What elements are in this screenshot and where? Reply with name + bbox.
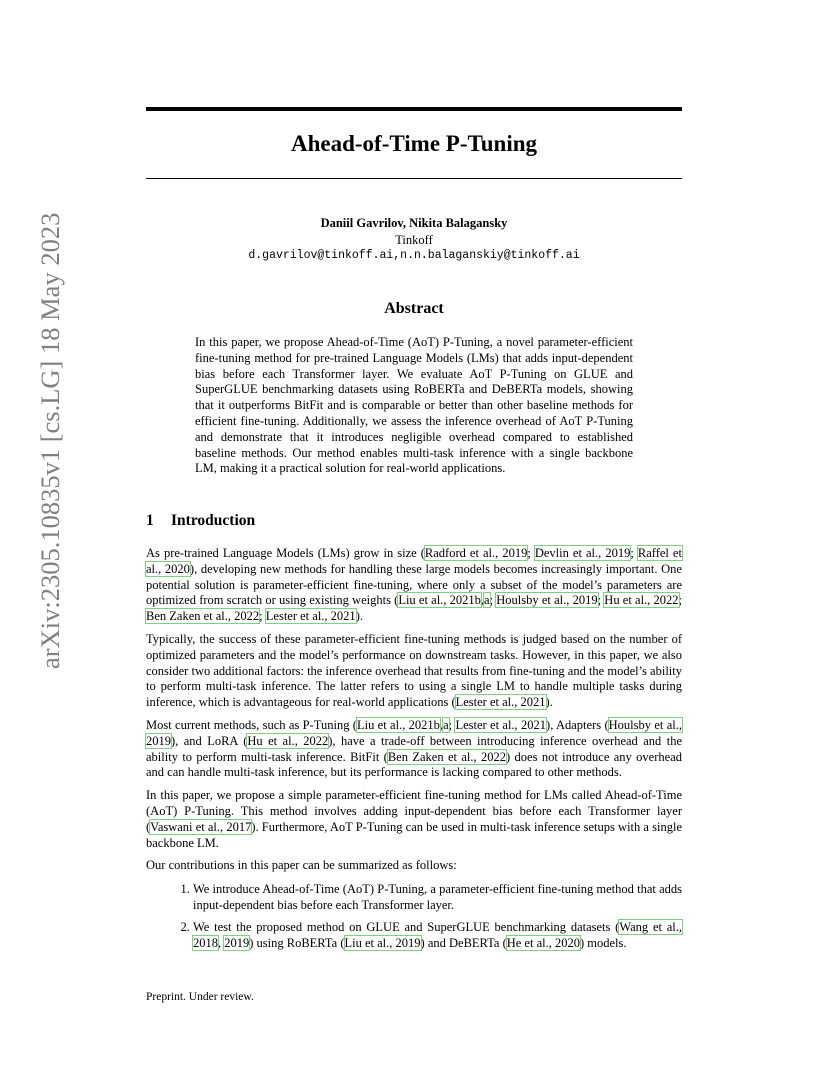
list-item: 1. We introduce Ahead-of-Time (AoT) P-Tuning, a parameter-efficient fine-tuning method that adds input-dependent bias before each Transformer layer. <box>193 882 682 914</box>
text: ; <box>259 609 266 624</box>
paragraph-2 <box>146 632 682 711</box>
author-affiliation: Tinkoff <box>395 232 433 247</box>
citation-link[interactable]: Lester et al., 2021 <box>265 609 356 624</box>
citation-link[interactable]: Houlsby et al., 2019 <box>496 593 598 608</box>
text: ). <box>545 695 553 710</box>
citation-link[interactable]: Liu et al., 2021b <box>356 717 440 732</box>
citation-link[interactable]: Lester et al., 2021 <box>455 717 547 732</box>
text: We test the proposed method on GLUE and SuperGLUE benchmarking datasets ( <box>193 919 620 934</box>
author-email[interactable]: d.gavrilov@tinkoff.ai,n.n.balaganskiy@tinkoff.ai <box>248 249 580 262</box>
citation-link[interactable]: Raffel et al., 2020 <box>146 546 682 576</box>
text: ; <box>678 593 682 608</box>
arxiv-stamp: arXiv:2305.10835v1 [cs.LG] 18 May 2023 <box>35 212 65 669</box>
text: , <box>439 717 444 732</box>
citation-link[interactable]: Lester et al., 2021 <box>455 695 546 710</box>
author-names: Daniil Gavrilov, Nikita Balagansky <box>320 216 508 230</box>
text: ) does not introduce any overhead and can handle multi-task inference, but its performance is lacking compared to other methods. <box>146 749 682 780</box>
text: ) and DeBERTa ( <box>420 935 507 950</box>
author-block <box>146 215 682 265</box>
text: ) models. <box>579 935 627 950</box>
title-bottom-rule <box>146 178 682 179</box>
title-top-rule <box>146 107 682 111</box>
citation-link[interactable]: Liu et al., 2019 <box>344 935 421 950</box>
citation-link[interactable]: Hu et al., 2022 <box>247 733 329 748</box>
citation-link[interactable]: a <box>443 717 449 732</box>
section-heading <box>146 511 255 531</box>
citation-link[interactable]: He et al., 2020 <box>506 935 580 950</box>
section-body <box>146 546 682 957</box>
text: ; <box>630 546 638 560</box>
text: , <box>480 593 485 608</box>
citation-link[interactable]: Devlin et al., 2019 <box>534 546 631 560</box>
citation-link[interactable]: 2019 <box>224 935 250 950</box>
citation-link[interactable]: a <box>484 593 490 608</box>
citation-link[interactable]: Wang et al., 2018 <box>193 919 682 950</box>
text: ). <box>355 609 363 624</box>
text: ), Adapters ( <box>546 717 609 732</box>
text: In this paper, we propose a simple parameter-efficient fine-tuning method for LMs called Ahead-of-Time (AoT) P-Tuning. This method involves adding input-dependent bias before each Transformer layer ( <box>146 788 682 834</box>
section-title: Introduction <box>171 512 256 529</box>
text: ; <box>597 593 605 608</box>
paragraph-5: Our contributions in this paper can be summarized as follows: <box>146 858 457 873</box>
paragraph-4 <box>146 788 682 851</box>
list-item <box>193 920 682 952</box>
text: Most current methods, such as P-Tuning ( <box>146 717 357 732</box>
section-number: 1 <box>146 512 154 529</box>
text: ), developing new methods for handling these large models becomes increasingly important. One potential solution is parameter-efficient fine-tuning, where only a subset of the model’s parameters are optimized from scratch or using existing weights ( <box>146 561 682 608</box>
citation-link[interactable]: Houlsby et al., 2019 <box>146 717 682 748</box>
paper-title: Ahead-of-Time P-Tuning <box>290 131 537 156</box>
text: ; <box>527 546 535 560</box>
text: , <box>218 935 225 950</box>
text: ). Furthermore, AoT P-Tuning can be used in multi-task inference setups with a single backbone LM. <box>146 819 683 850</box>
abstract-text: In this paper, we propose Ahead-of-Time (AoT) P-Tuning, a novel parameter-efficient fine-tuning method for pre-trained Language Models (LMs) that adds input-dependent bias before each Transformer layer. We evaluate AoT P-Tuning on GLUE and SuperGLUE benchmarking datasets using RoBERTa and DeBERTa models, showing that it outperforms BitFit and is comparable or better than other baseline methods for efficient fine-tuning. Additionally, we assess the inference overhead of AoT P-Tuning and demonstrate that it introduces negligible overhead compared to established baseline methods. Our method enables multi-task inference with a single backbone LM, making it a practical solution for real-world applications. <box>195 335 633 476</box>
text: As pre-trained Language Models (LMs) grow in size ( <box>146 546 425 560</box>
text: ), have a trade-off between introducing inference overhead and the ability to perform multi-task inference. BitFit ( <box>146 733 683 764</box>
citation-link[interactable]: Radford et al., 2019 <box>424 546 528 560</box>
citation-link[interactable]: Ben Zaken et al., 2022 <box>387 749 506 764</box>
text: Typically, the success of these parameter-efficient fine-tuning methods is judged based on the number of optimized parameters and the model’s performance on downstream tasks. However, in this paper, we also consider two additional factors: the inference overhead that results from fine-tuning and the model’s ability to perform multi-task inference. The latter refers to using a single LM to handle multiple tasks during inference, which is advantageous for real-world applications ( <box>146 631 682 710</box>
text: ) using RoBERTa ( <box>249 935 345 950</box>
contributions-list <box>146 882 682 951</box>
citation-link[interactable]: Ben Zaken et al., 2022 <box>146 609 260 624</box>
text: ; <box>489 593 497 608</box>
text: ; <box>448 717 456 732</box>
paragraph-1 <box>146 546 682 625</box>
citation-link[interactable]: Liu et al., 2021b <box>398 593 481 608</box>
abstract-heading: Abstract <box>384 300 444 317</box>
text: ), and LoRA ( <box>171 733 248 748</box>
citation-link[interactable]: Hu et al., 2022 <box>604 593 679 608</box>
paragraph-3 <box>146 718 682 781</box>
citation-link[interactable]: Vaswani et al., 2017 <box>150 819 252 834</box>
footer-note: Preprint. Under review. <box>146 991 254 1003</box>
